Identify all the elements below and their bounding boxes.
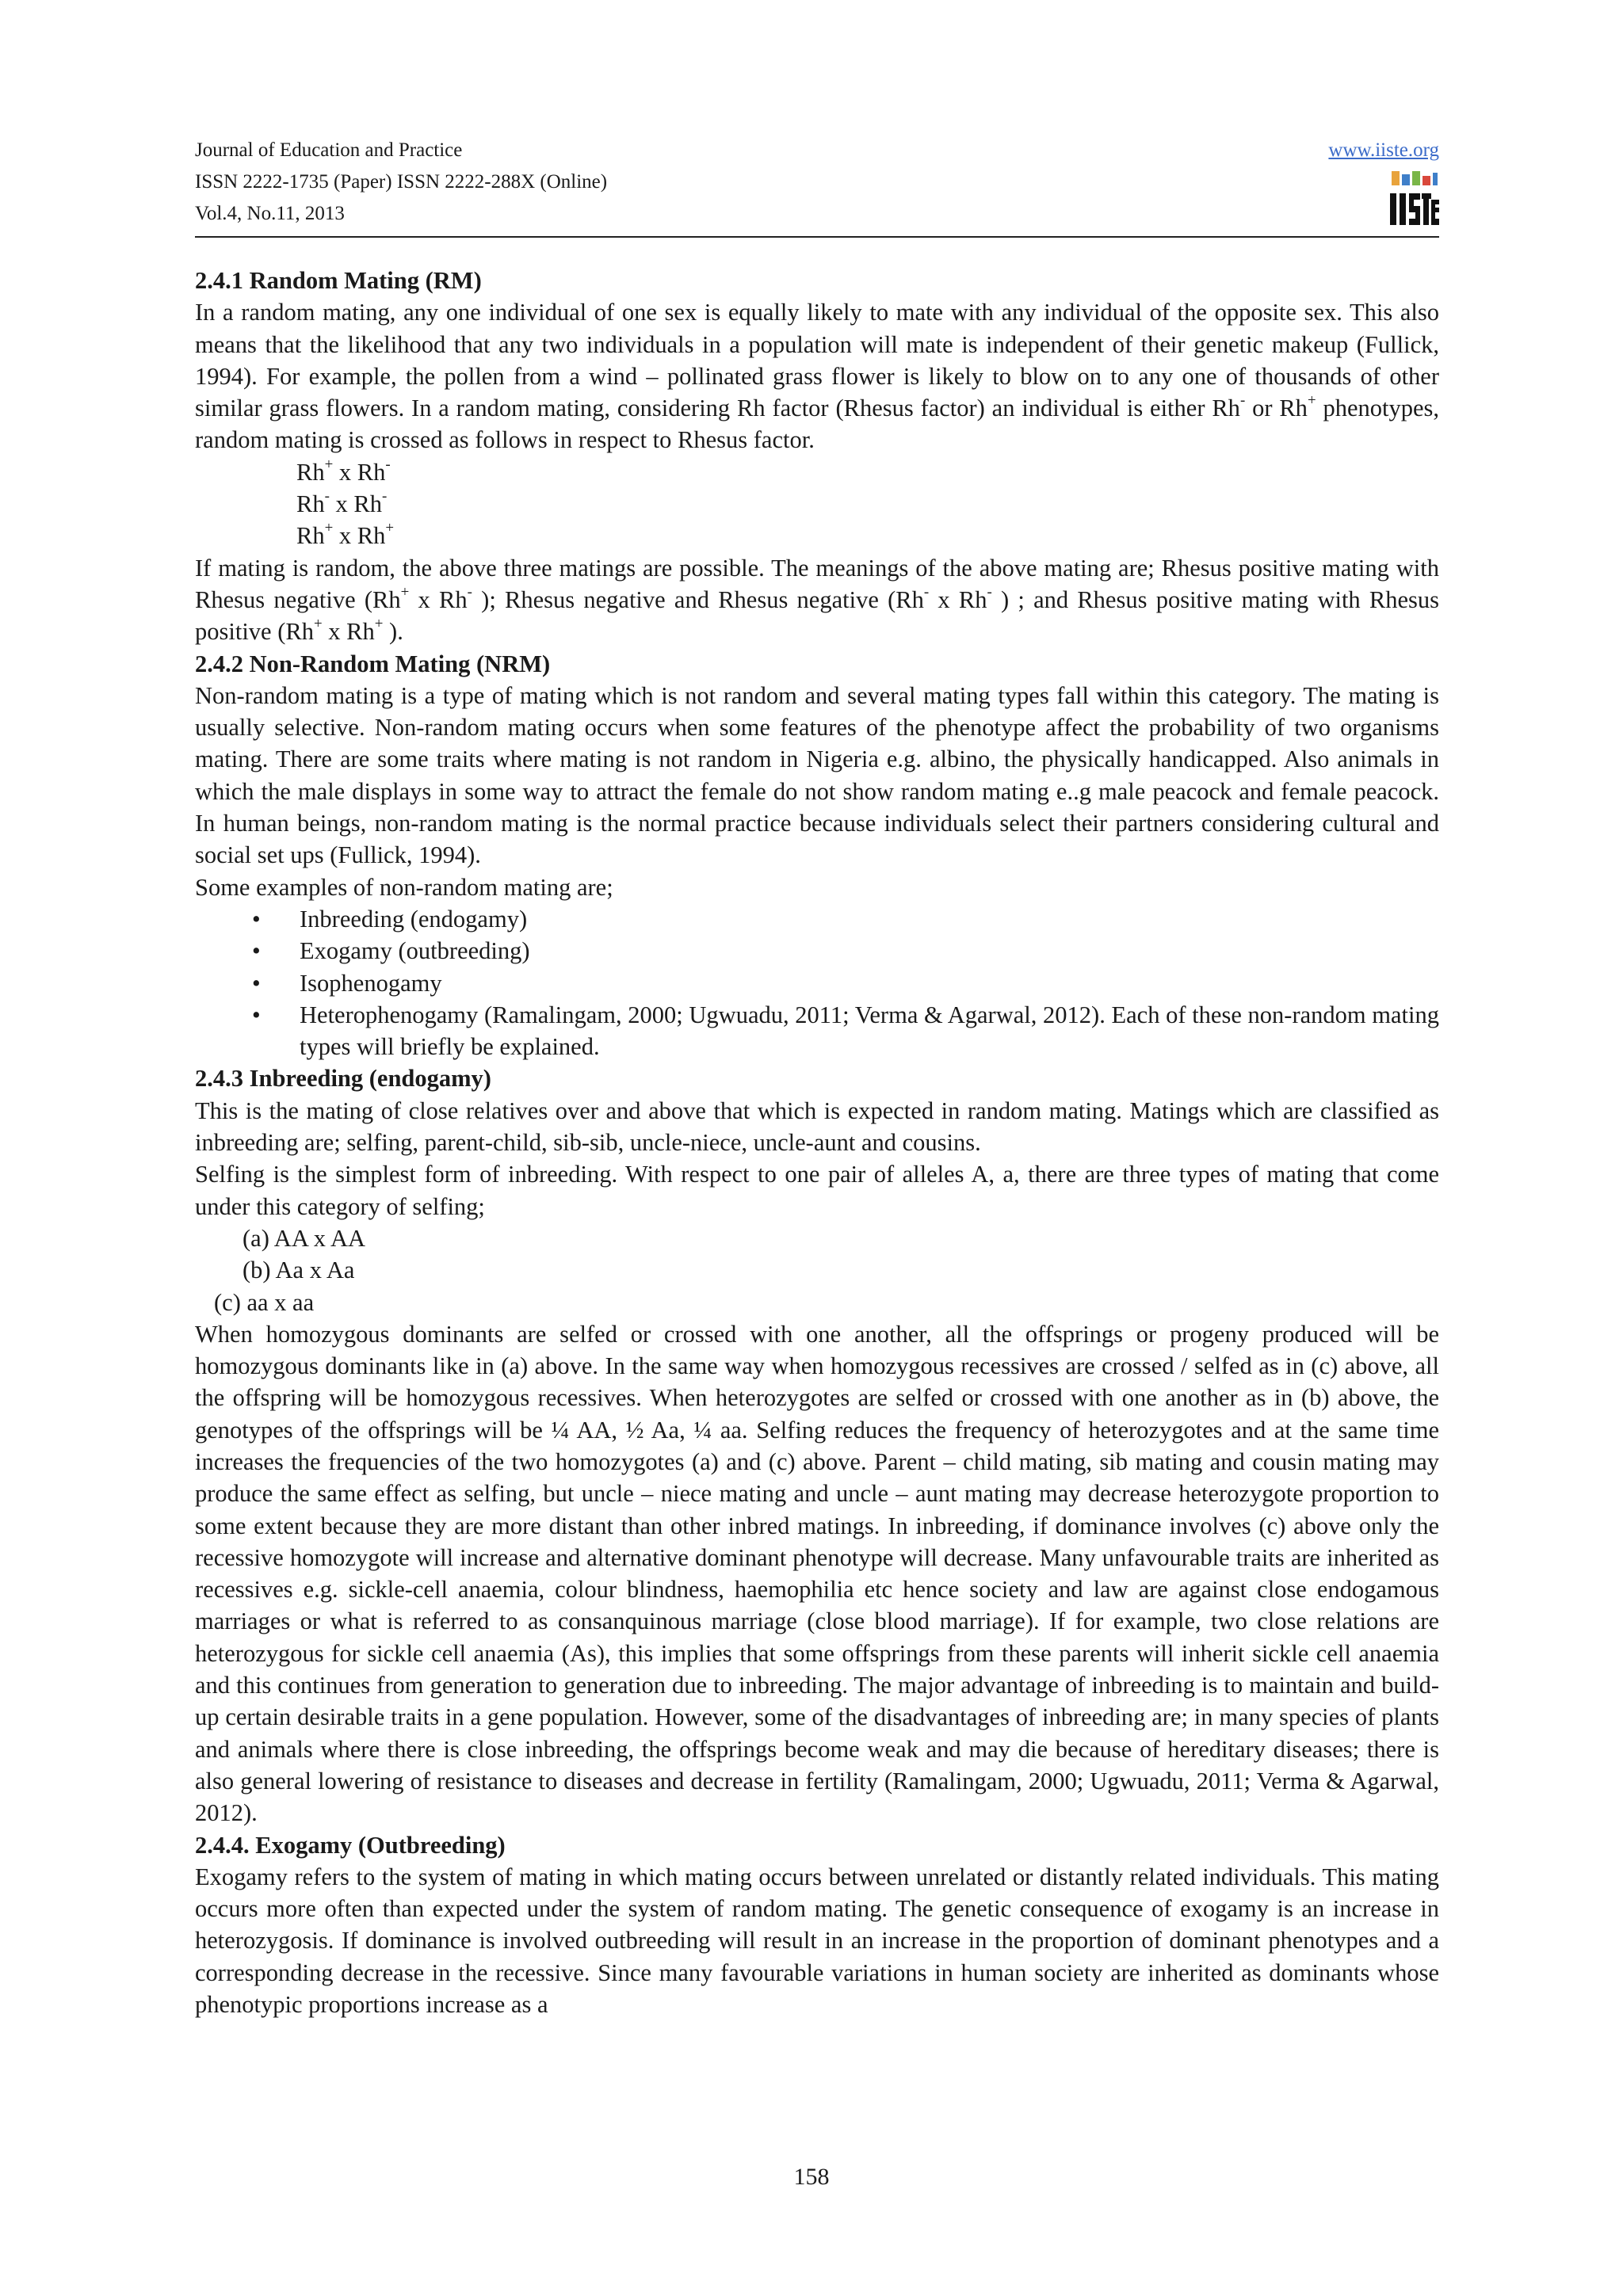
rh-cross-2: Rh- x Rh- <box>296 487 388 518</box>
iiste-logo-icon <box>1388 170 1439 230</box>
paragraph-exogamy-1: Exogamy refers to the system of mating in which mating occurs between unrelated or distantly related individuals. This mating occurs more often than expected under the system of random mating. The genetic consequence of exogamy is an increase in heterozygosis. If dominance is involved outbreeding will result in an increase in the proportion of dominant phenotypes and a corresponding decrease in the recessive. Since many favourable variations in human society are inherited as dominants whose phenotypic proportions increase as a <box>195 1863 1439 2019</box>
article-body <box>195 265 1439 2020</box>
journal-title: Journal of Education and Practice <box>195 139 463 161</box>
selfing-cross-b: (b) Aa x Aa <box>242 1257 355 1284</box>
paragraph-non-random-mating-2: Some examples of non-random mating are; <box>195 873 613 901</box>
section-heading-random-mating: 2.4.1 Random Mating (RM) <box>195 267 482 294</box>
selfing-cross-c: (c) aa x aa <box>214 1288 315 1316</box>
section-heading-inbreeding: 2.4.3 Inbreeding (endogamy) <box>195 1065 491 1093</box>
list-item: • Heterophenogamy (Ramalingam, 2000; Ugwuadu, 2011; Verma & Agarwal, 2012). Each of these non-random mating types will briefly be explained. <box>195 999 1439 1063</box>
rh-cross-1: Rh+ x Rh- <box>296 456 391 486</box>
journal-url-link[interactable]: www.iiste.org <box>1328 139 1439 161</box>
journal-volume: Vol.4, No.11, 2013 <box>195 203 345 224</box>
paragraph-random-mating-2: If mating is random, the above three matings are possible. The meanings of the above mating are; Rhesus positive mating with Rhesus negative (Rh+ x Rh- ); Rhesus negative and Rhesus negative (Rh- x Rh- ) ; and Rhesus positive mating with Rhesus positive (Rh+ x Rh+ ). <box>195 554 1440 646</box>
non-random-mating-list <box>195 903 1439 1062</box>
list-item: • Isophenogamy <box>195 967 1439 999</box>
section-heading-exogamy: 2.4.4. Exogamy (Outbreeding) <box>195 1831 506 1859</box>
paragraph-inbreeding-1: This is the mating of close relatives over and above that which is expected in random mating. Matings which are classified as inbreeding are; selfing, parent-child, sib-sib, uncle-niece, uncle-aunt and cousins. <box>195 1097 1439 1157</box>
list-item: • Inbreeding (endogamy) <box>195 903 1439 935</box>
rh-cross-3: Rh+ x Rh+ <box>296 520 395 550</box>
journal-issn: ISSN 2222-1735 (Paper) ISSN 2222-288X (Online) <box>195 171 608 193</box>
list-item: • Exogamy (outbreeding) <box>195 935 1439 967</box>
paragraph-non-random-mating-1: Non-random mating is a type of mating which is not random and several mating types fall within this category. The mating is usually selective. Non-random mating occurs when some features of the phenotype affect the probability of two organisms mating. There are some traits where mating is not random in Nigeria e.g. albino, the physically handicapped. Also animals in which the male displays in some way to attract the female do not show random mating e..g male peacock and female peacock. In human beings, non-random mating is the normal practice because individuals select their partners considering cultural and social set ups (Fullick, 1994). <box>195 681 1439 869</box>
paragraph-random-mating-1: In a random mating, any one individual of one sex is equally likely to mate with any individual of the opposite sex. This also means that the likelihood that any two individuals in a population will mate is independent of their genetic makeup (Fullick, 1994). For example, the pollen from a wind – pollinated grass flower is likely to blow on to any one of thousands of other similar grass flowers. In a random mating, considering Rh factor (Rhesus factor) an individual is either Rh- or Rh+ phenotypes, random mating is crossed as follows in respect to Rhesus factor. <box>195 299 1440 454</box>
paragraph-inbreeding-3: When homozygous dominants are selfed or crossed with one another, all the offsprings or progeny produced will be homozygous dominants like in (a) above. In the same way when homozygous recessives are crossed / selfed as in (c) above, all the offspring will be homozygous recessives. When heterozygotes are selfed or crossed with one another as in (b) above, the genotypes of the offsprings will be ¼ AA, ½ Aa, ¼ aa. Selfing reduces the frequency of heterozygotes and at the same time increases the frequencies of the two homozygotes (a) and (c) above. Parent – child mating, sib mating and cousin mating may produce the same effect as selfing, but uncle – niece mating and uncle – aunt mating may decrease heterozygote proportion to some extent because they are more distant than other inbred matings. In inbreeding, if dominance involves (c) above only the recessive homozygote will increase and alternative dominant phenotype will decrease. Many unfavourable traits are inherited as recessives e.g. sickle-cell anaemia, colour blindness, haemophilia etc hence society and law are against close endogamous marriages or what is referred to as consanquinous marriage (close blood marriage). If for example, two close relations are heterozygous for sickle cell anaemia (As), this implies that some offsprings from these parents will inherit sickle cell anaemia and this continues from generation to generation due to inbreeding. The major advantage of inbreeding is to maintain and build-up certain desirable traits in a gene population. However, some of the disadvantages of inbreeding are; in many species of plants and animals where there is close inbreeding, the offsprings become weak and may die because of hereditary diseases; there is also general lowering of resistance to diseases and decrease in fertility (Ramalingam, 2000; Ugwuadu, 2011; Verma & Agarwal, 2012). <box>195 1320 1439 1827</box>
paragraph-inbreeding-2: Selfing is the simplest form of inbreeding. With respect to one pair of alleles A, a, there are three types of mating that come under this category of selfing; <box>195 1161 1439 1220</box>
selfing-cross-a: (a) AA x AA <box>242 1224 366 1252</box>
page-header <box>195 135 1439 238</box>
section-heading-non-random-mating: 2.4.2 Non-Random Mating (NRM) <box>195 650 551 677</box>
page-number: 158 <box>793 2164 830 2190</box>
